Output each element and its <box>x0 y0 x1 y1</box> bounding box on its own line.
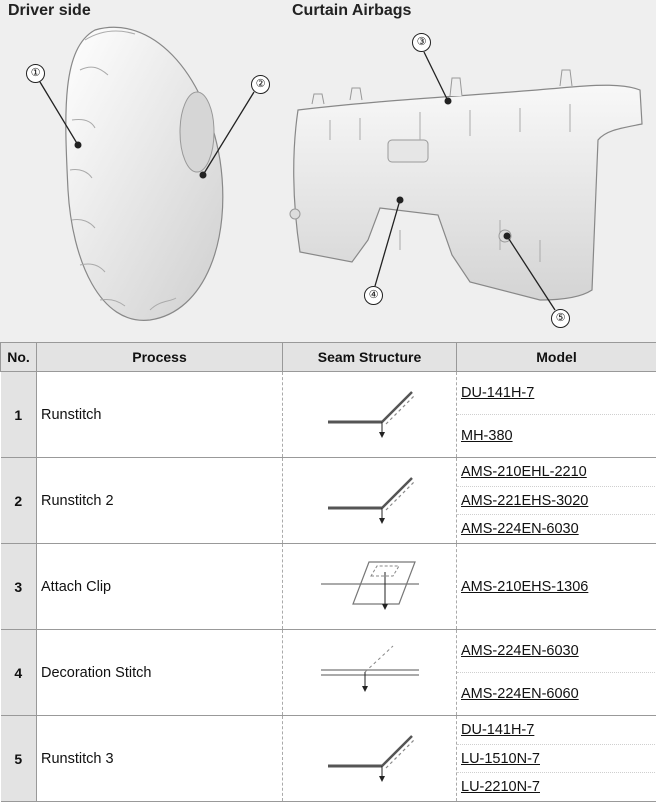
point-5 <box>504 233 511 240</box>
seam-structure-cell <box>283 630 457 716</box>
seam-structure-cell <box>283 372 457 458</box>
header-no: No. <box>1 343 37 372</box>
model-link[interactable]: AMS-224EN-6030 <box>457 630 656 673</box>
model-link[interactable]: LU-1510N-7 <box>457 745 656 774</box>
decoration-stitch-seam-icon <box>315 685 425 702</box>
seam-structure-cell <box>283 716 457 802</box>
table-row <box>1 716 656 802</box>
row-number: 1 <box>1 372 37 458</box>
process-name: Runstitch 2 <box>37 458 283 544</box>
model-link[interactable]: AMS-224EN-6030 <box>457 515 656 543</box>
process-name: Runstitch 3 <box>37 716 283 802</box>
row-number: 3 <box>1 544 37 630</box>
driver-side-title: Driver side <box>8 2 91 20</box>
model-link[interactable]: LU-2210N-7 <box>457 773 656 801</box>
runstitch-seam-icon <box>320 513 420 530</box>
row-number: 2 <box>1 458 37 544</box>
model-cell <box>457 372 656 458</box>
header-seam-structure: Seam Structure <box>283 343 457 372</box>
model-link[interactable]: DU-141H-7 <box>457 372 656 415</box>
process-name: Attach Clip <box>37 544 283 630</box>
callout-3: ③ <box>412 33 431 52</box>
model-link[interactable]: AMS-210EHL-2210 <box>457 458 656 487</box>
airbag-illustration-panel <box>0 0 656 342</box>
process-name: Runstitch <box>37 372 283 458</box>
model-cell <box>457 458 656 544</box>
airbag-drawing <box>0 0 656 342</box>
seam-structure-cell <box>283 544 457 630</box>
model-cell <box>457 716 656 802</box>
model-cell <box>457 544 656 630</box>
model-link[interactable]: AMS-221EHS-3020 <box>457 487 656 516</box>
process-table <box>0 342 656 802</box>
header-model: Model <box>457 343 656 372</box>
table-row <box>1 458 656 544</box>
runstitch-seam-icon <box>320 427 420 444</box>
header-process: Process <box>37 343 283 372</box>
table-row <box>1 630 656 716</box>
table-row <box>1 372 656 458</box>
callout-1: ① <box>26 64 45 83</box>
point-3 <box>445 98 452 105</box>
curtain-airbags-title: Curtain Airbags <box>292 2 411 20</box>
model-link[interactable]: AMS-224EN-6060 <box>457 673 656 715</box>
point-4 <box>397 197 404 204</box>
table-header-row <box>1 343 656 372</box>
model-link[interactable]: MH-380 <box>457 415 656 457</box>
callout-2: ② <box>251 75 270 94</box>
row-number: 4 <box>1 630 37 716</box>
process-name: Decoration Stitch <box>37 630 283 716</box>
curtain-airbag-shape <box>290 70 642 300</box>
driver-airbag-shape <box>66 27 223 320</box>
model-link[interactable]: DU-141H-7 <box>457 716 656 745</box>
model-link[interactable]: AMS-210EHS-1306 <box>457 544 656 629</box>
row-number: 5 <box>1 716 37 802</box>
table-row <box>1 544 656 630</box>
seam-structure-cell <box>283 458 457 544</box>
point-1 <box>75 142 82 149</box>
callout-4: ④ <box>364 286 383 305</box>
point-2 <box>200 172 207 179</box>
attach-clip-seam-icon <box>315 601 425 618</box>
runstitch-seam-icon <box>320 771 420 788</box>
callout-5: ⑤ <box>551 309 570 328</box>
model-cell <box>457 630 656 716</box>
